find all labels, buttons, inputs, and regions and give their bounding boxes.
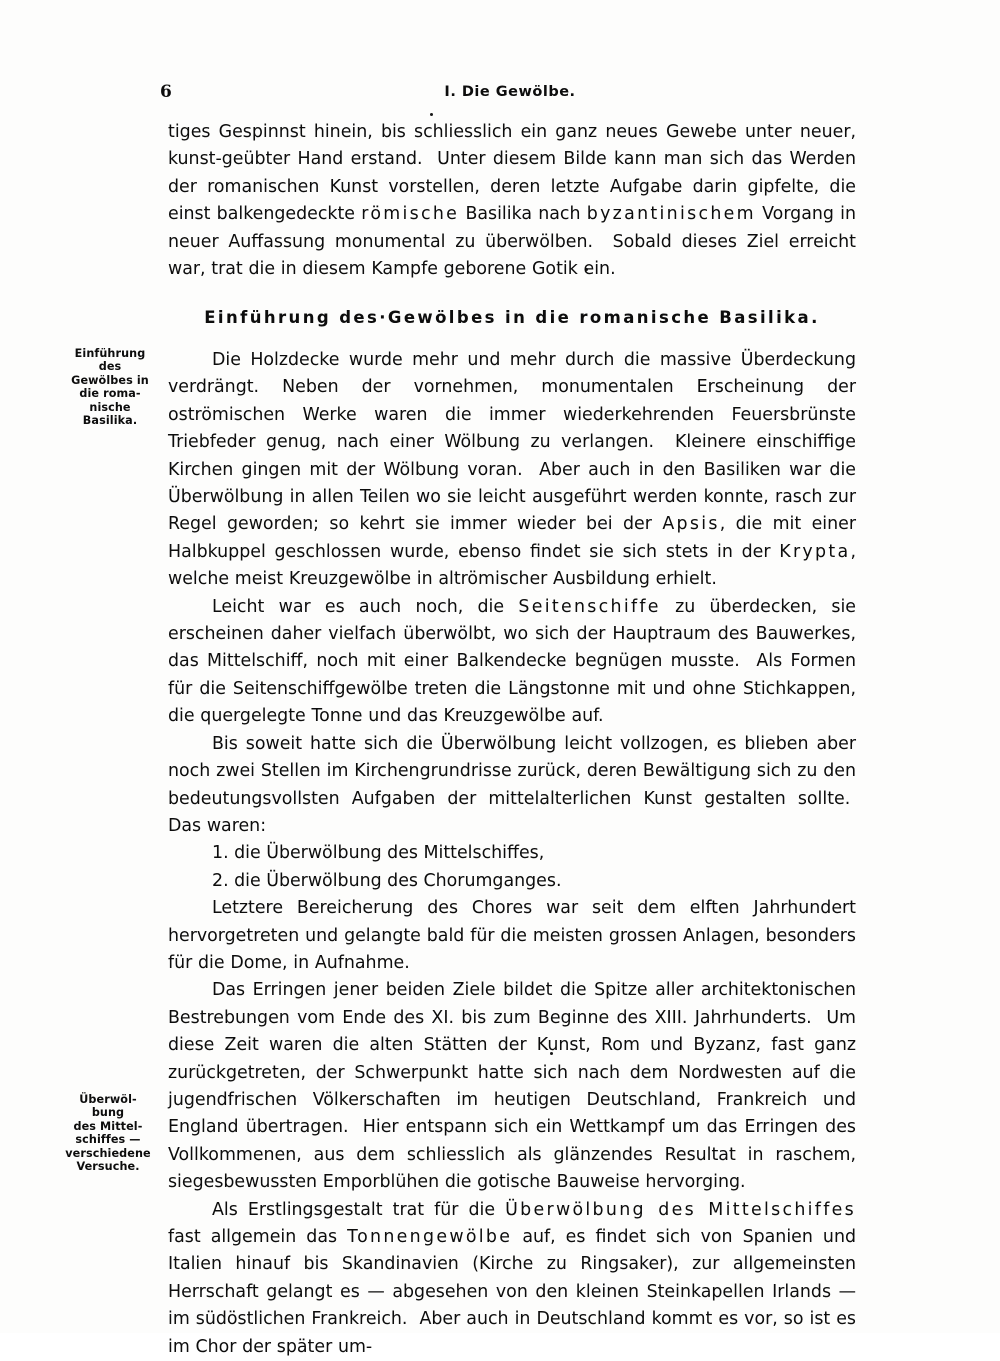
margin-note-introduction-of-the-vault — [58, 347, 162, 427]
sentence: fast allgemein das — [168, 1227, 338, 1247]
sentence: Als Erstlingsgestalt trat für die — [212, 1199, 496, 1220]
sentence: Sobald dieses Ziel erreicht war, trat die in diesem Kampfe geborene Gotik ein. — [168, 231, 856, 280]
margin-note-vaulting-of-the-nave — [56, 1093, 160, 1173]
sentence: Hier entspann sich ein Wettkampf um das Erringen des Vollkommenen, aus dem schliesslich als glänzendes Resultat in raschem, siegesbewussten Emporblühen die gotische Bauweise hervorging. — [168, 1117, 856, 1193]
sentence: Neben der vornehmen, monumentalen Erscheinung der oströmischen Werke waren die immer wiederkehrenden Feuersbrünste Triebfeder genug, nach einer Wölbung zu verlangen. — [168, 377, 857, 453]
list-item: 2. die Überwölbung des Chorumganges. — [212, 870, 562, 891]
paragraph-3 — [168, 594, 856, 731]
sentence: Bis soweit hatte sich die Überwölbung leicht vollzogen, es blieben aber noch zwei Stellen im Kirchengrundrisse zurück, deren Bewältigung sich zu den bedeutungsvollsten Aufgaben der mittelalterlichen Kunst gestalten sollte. — [168, 733, 856, 809]
sentence: Basilika nach — [465, 204, 581, 225]
paragraph-continued — [168, 119, 856, 283]
margin-note-line: Überwöl- — [79, 1093, 137, 1106]
page-number: 6 — [160, 82, 172, 102]
running-title: I. Die Gewölbe. — [444, 84, 576, 100]
sentence: , welche meist Kreuzgewölbe in altrömischer Ausbildung erhielt. — [168, 541, 856, 590]
margin-note-line: die roma- — [79, 387, 141, 401]
sentence: Vorgang in neuer Auffassung monumental zu überwölben. — [168, 204, 857, 252]
paragraph-2 — [168, 347, 856, 594]
paragraph-6 — [168, 977, 856, 1196]
margin-note-line: des — [98, 360, 122, 374]
margin-note-line: verschiedene — [65, 1146, 151, 1160]
ink-speck — [430, 113, 433, 116]
margin-note-line: des Mittel- — [73, 1119, 143, 1133]
margin-note-line: Basilika. — [82, 414, 138, 428]
margin-note-line: schiffes — — [75, 1133, 141, 1147]
list-item: 1. die Überwölbung des Mittelschiffes, — [212, 843, 545, 864]
body-text-block-top — [168, 119, 856, 283]
paragraph-4 — [168, 731, 856, 841]
margin-note-line: bung — [91, 1106, 125, 1120]
running-head — [160, 82, 860, 104]
emphasis-tonnengewoelbe: Tonnengewölbe — [347, 1227, 513, 1247]
margin-note-line: Versuche. — [76, 1160, 140, 1174]
sentence: zu überdecken, sie erscheinen daher vielfach überwölbt, wo sich der Hauptraum des Bauwerkes, das Mittelschiff, noch mit einer Balkendecke begnügen musste. — [168, 596, 856, 672]
sentence: , die mit einer Halbkuppel geschlossen wurde, ebenso findet sie sich stets in der — [168, 514, 857, 562]
margin-note-line: nische — [89, 400, 131, 414]
sentence: auf, es findet sich von Spanien und Italien hinauf bis Skandinavien (Kirche zu Ringsaker), zur allgemeinsten Herrschaft gelangt es — abgesehen von den kleinen Steinkapellen Irlands — im südöstlichen Frankreich. — [168, 1227, 856, 1330]
sentence: Aber auch in den Basiliken war die Überwölbung in allen Teilen wo sie leicht ausgeführt werden konnte, rasch zur Regel geworden; so kehrt sie immer wieder bei der — [168, 459, 856, 535]
emphasis-roemische: römische — [361, 204, 460, 225]
sentence: Leicht war es auch noch, die — [212, 596, 505, 617]
emphasis-seitenschiffe: Seitenschiffe — [518, 596, 661, 617]
section-heading: Einführung des·Gewölbes in die romanische Basilika. — [204, 308, 820, 327]
paragraph-7 — [168, 1197, 856, 1361]
body-text-block-main — [168, 347, 856, 1361]
sentence: Aber auch in Deutschland kommt es vor, so ist es im Chor der später um- — [168, 1309, 856, 1357]
sentence: Als Formen für die Seitenschiffgewölbe treten die Längstonne mit und ohne Stichkappen, die quergelegte Tonne und das Kreuzgewölbe auf. — [168, 651, 856, 727]
sentence: Das waren: — [168, 815, 267, 836]
emphasis-ueberwoelbung-des-mittelschiffes: Überwölbung des Mittelschiffes — [505, 1199, 856, 1220]
emphasis-krypta: Krypta — [779, 541, 851, 562]
sentence: Letztere Bereicherung des Chores war seit dem elften Jahrhundert hervorgetreten und gelangte bald für die meisten grossen Anlagen, besonders für die Dome, in Aufnahme. — [168, 898, 856, 973]
sentence: Um diese Zeit waren die alten Stätten der Kunst, Rom und Byzanz, fast ganz zurückgetreten, der Schwerpunkt hatte sich nach dem Nordwesten auf die jugendfrischen Völkerschaften im heutigen Deutschland, Frankreich und England übertragen. — [168, 1007, 856, 1138]
sentence: Die Holzdecke wurde mehr und mehr durch die massive Überdeckung verdrängt. — [168, 350, 856, 398]
paragraph-5 — [168, 895, 856, 977]
emphasis-apsis: Apsis — [662, 514, 720, 535]
sentence: Kleinere einschiffige Kirchen gingen mit der Wölbung voran. — [168, 432, 856, 480]
emphasis-byzantinischem: byzantinischem — [586, 204, 756, 225]
sentence: Das Erringen jener beiden Ziele bildet die Spitze aller architektonischen Bestrebungen vom Ende des XI. bis zum Beginne des XIII. Jahrhunderts. — [168, 980, 856, 1028]
sentence: Unter diesem Bilde kann man sich das Werden der romanischen Kunst vorstellen, deren letzte Aufgabe darin gipfelte, die einst balkengedeckte — [168, 149, 856, 225]
sentence: tiges Gespinnst hinein, bis schliesslich ein ganz neues Gewebe unter neuer, kunst-geübter Hand erstand. — [168, 122, 856, 170]
margin-note-line: Gewölbes in — [71, 373, 149, 387]
margin-note-line: Einführung — [74, 347, 146, 360]
